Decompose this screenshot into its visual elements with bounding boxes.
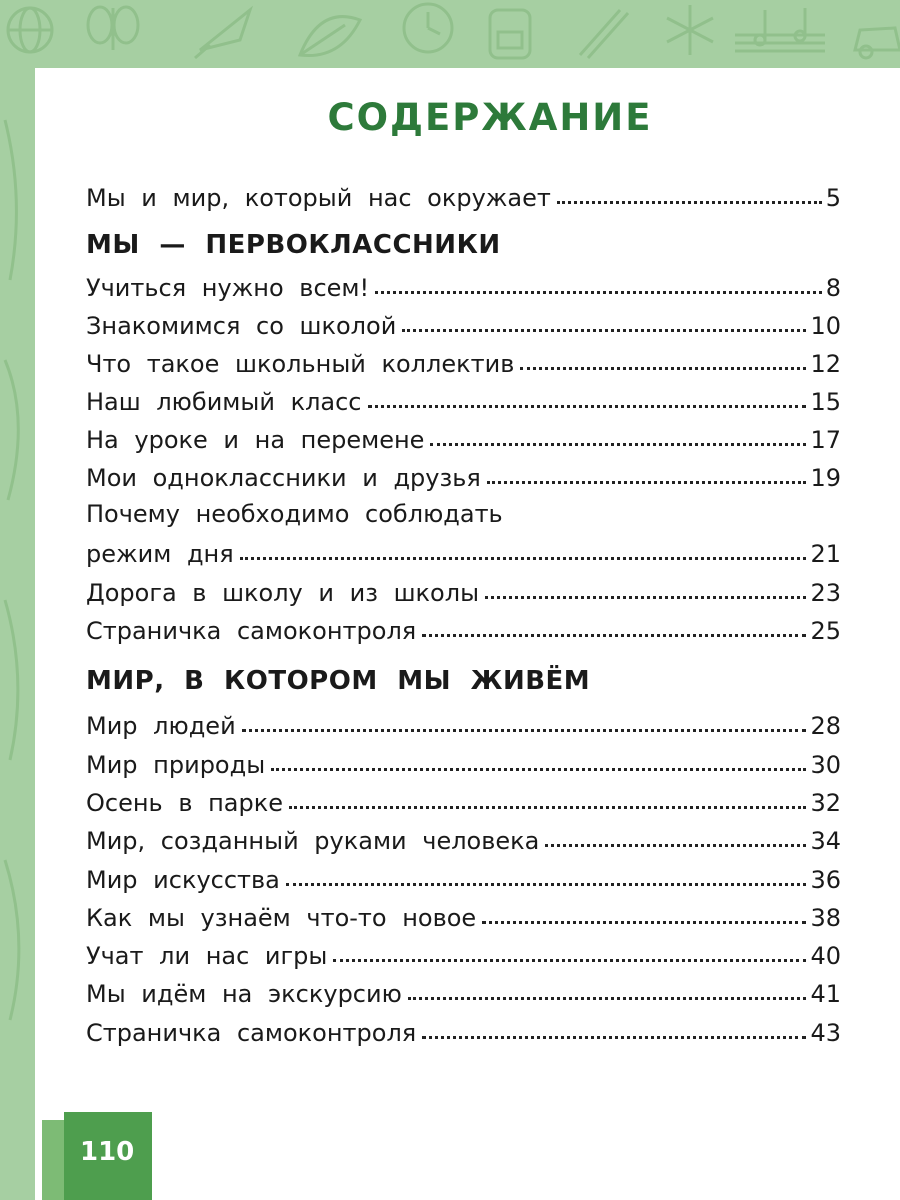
toc-entry-label: Мои одноклассники и друзья <box>86 464 481 492</box>
dot-leader <box>240 557 807 560</box>
toc-entry-label: Мир, созданный руками человека <box>86 827 540 855</box>
toc-entry-label: Осень в парке <box>86 789 283 817</box>
toc-entry-label: Мир природы <box>86 751 266 779</box>
toc-entry[interactable] <box>86 852 841 892</box>
toc-page-number: 10 <box>810 312 841 340</box>
toc-page-number: 17 <box>810 426 841 454</box>
dot-leader <box>557 201 822 204</box>
toc-entry[interactable] <box>86 737 841 777</box>
dot-leader <box>368 405 807 408</box>
toc-entry-label: Мы и мир, который нас окружает <box>86 184 551 212</box>
toc-entry-label: Мы идём на экскурсию <box>86 980 402 1008</box>
toc-entry-label: Страничка самоконтроля <box>86 617 417 645</box>
dot-leader <box>430 443 806 446</box>
toc-page-number: 28 <box>810 712 841 740</box>
dot-leader <box>402 329 806 332</box>
toc-page-number: 25 <box>810 617 841 645</box>
clock-icon <box>404 4 452 52</box>
toc-page-number: 34 <box>810 827 841 855</box>
toc-entry[interactable] <box>86 298 841 338</box>
dot-leader <box>289 806 806 809</box>
toc-page-number: 5 <box>825 184 841 212</box>
toc-entry[interactable] <box>86 374 841 414</box>
toc-entry[interactable] <box>86 336 841 376</box>
dot-leader <box>271 768 806 771</box>
toc-entry-label: режим дня <box>86 540 234 568</box>
toc-entry[interactable] <box>86 775 841 815</box>
toc-entry-label: Знакомимся со школой <box>86 312 397 340</box>
toc-entry[interactable] <box>86 813 841 853</box>
dot-leader <box>520 367 806 370</box>
toc-page-number: 41 <box>810 980 841 1008</box>
toc-page-number: 21 <box>810 540 841 568</box>
toc-entry-label-line1: Почему необходимо соблюдать <box>86 500 503 528</box>
toc-page-number: 36 <box>810 866 841 894</box>
page-number: 110 <box>80 1137 135 1167</box>
toc-entry-label: Мир людей <box>86 712 236 740</box>
dot-leader <box>422 1036 806 1039</box>
dot-leader <box>485 596 806 599</box>
butterfly-icon <box>88 7 138 50</box>
toc-page-number: 12 <box>810 350 841 378</box>
leaf-icon <box>300 17 360 56</box>
toc-page-number: 8 <box>825 274 841 302</box>
rocket-icon <box>195 10 250 58</box>
page-title: СОДЕРЖАНИЕ <box>327 96 653 139</box>
toc-entry[interactable] <box>86 450 841 490</box>
dot-leader <box>408 997 807 1000</box>
toc-entry[interactable] <box>86 412 841 452</box>
toc-entry-label: На уроке и на перемене <box>86 426 425 454</box>
toc-entry-label: Дорога в школу и из школы <box>86 579 480 607</box>
toc-page-number: 32 <box>810 789 841 817</box>
toc-entry-label: Что такое школьный коллектив <box>86 350 515 378</box>
toc-entry[interactable] <box>86 966 841 1006</box>
toc-page-number: 30 <box>810 751 841 779</box>
toc-page-number: 40 <box>810 942 841 970</box>
toc-page-number: 38 <box>810 904 841 932</box>
toc-entry[interactable] <box>86 698 841 738</box>
dot-leader <box>545 844 806 847</box>
toc-entry[interactable] <box>86 260 841 300</box>
toc-page-number: 23 <box>810 579 841 607</box>
car-icon <box>855 28 900 58</box>
toc-entry-intro[interactable] <box>86 170 841 210</box>
toc-entry-label: Учат ли нас игры <box>86 942 328 970</box>
toc-entry[interactable] <box>86 928 841 968</box>
toc-page-number: 19 <box>810 464 841 492</box>
toc-entry[interactable] <box>86 565 841 605</box>
backpack-icon <box>490 10 530 58</box>
dot-leader <box>487 481 807 484</box>
dot-leader <box>242 729 807 732</box>
globe-icon <box>8 8 52 52</box>
section-heading-world: МИР, В КОТОРОМ МЫ ЖИВЁМ <box>86 666 591 696</box>
pencil-icon <box>580 10 628 58</box>
dot-leader <box>286 883 807 886</box>
toc-entry[interactable] <box>86 526 841 566</box>
toc-entry[interactable] <box>86 1005 841 1045</box>
section-heading-first-graders: МЫ — ПЕРВОКЛАССНИКИ <box>86 230 501 260</box>
dot-leader <box>422 634 806 637</box>
toc-entry-label: Наш любимый класс <box>86 388 362 416</box>
toc-page-number: 15 <box>810 388 841 416</box>
toc-entry-label: Как мы узнаём что-то новое <box>86 904 477 932</box>
toc-entry[interactable] <box>86 890 841 930</box>
toc-entry[interactable] <box>86 603 841 643</box>
dot-leader <box>333 959 806 962</box>
toc-page-number: 43 <box>810 1019 841 1047</box>
dot-leader <box>375 291 822 294</box>
snowflake-icon <box>667 5 713 55</box>
toc-entry-label: Страничка самоконтроля <box>86 1019 417 1047</box>
music-notes-icon <box>735 8 825 51</box>
toc-entry-label: Учиться нужно всем! <box>86 274 370 302</box>
toc-entry-label: Мир искусства <box>86 866 280 894</box>
dot-leader <box>482 921 806 924</box>
